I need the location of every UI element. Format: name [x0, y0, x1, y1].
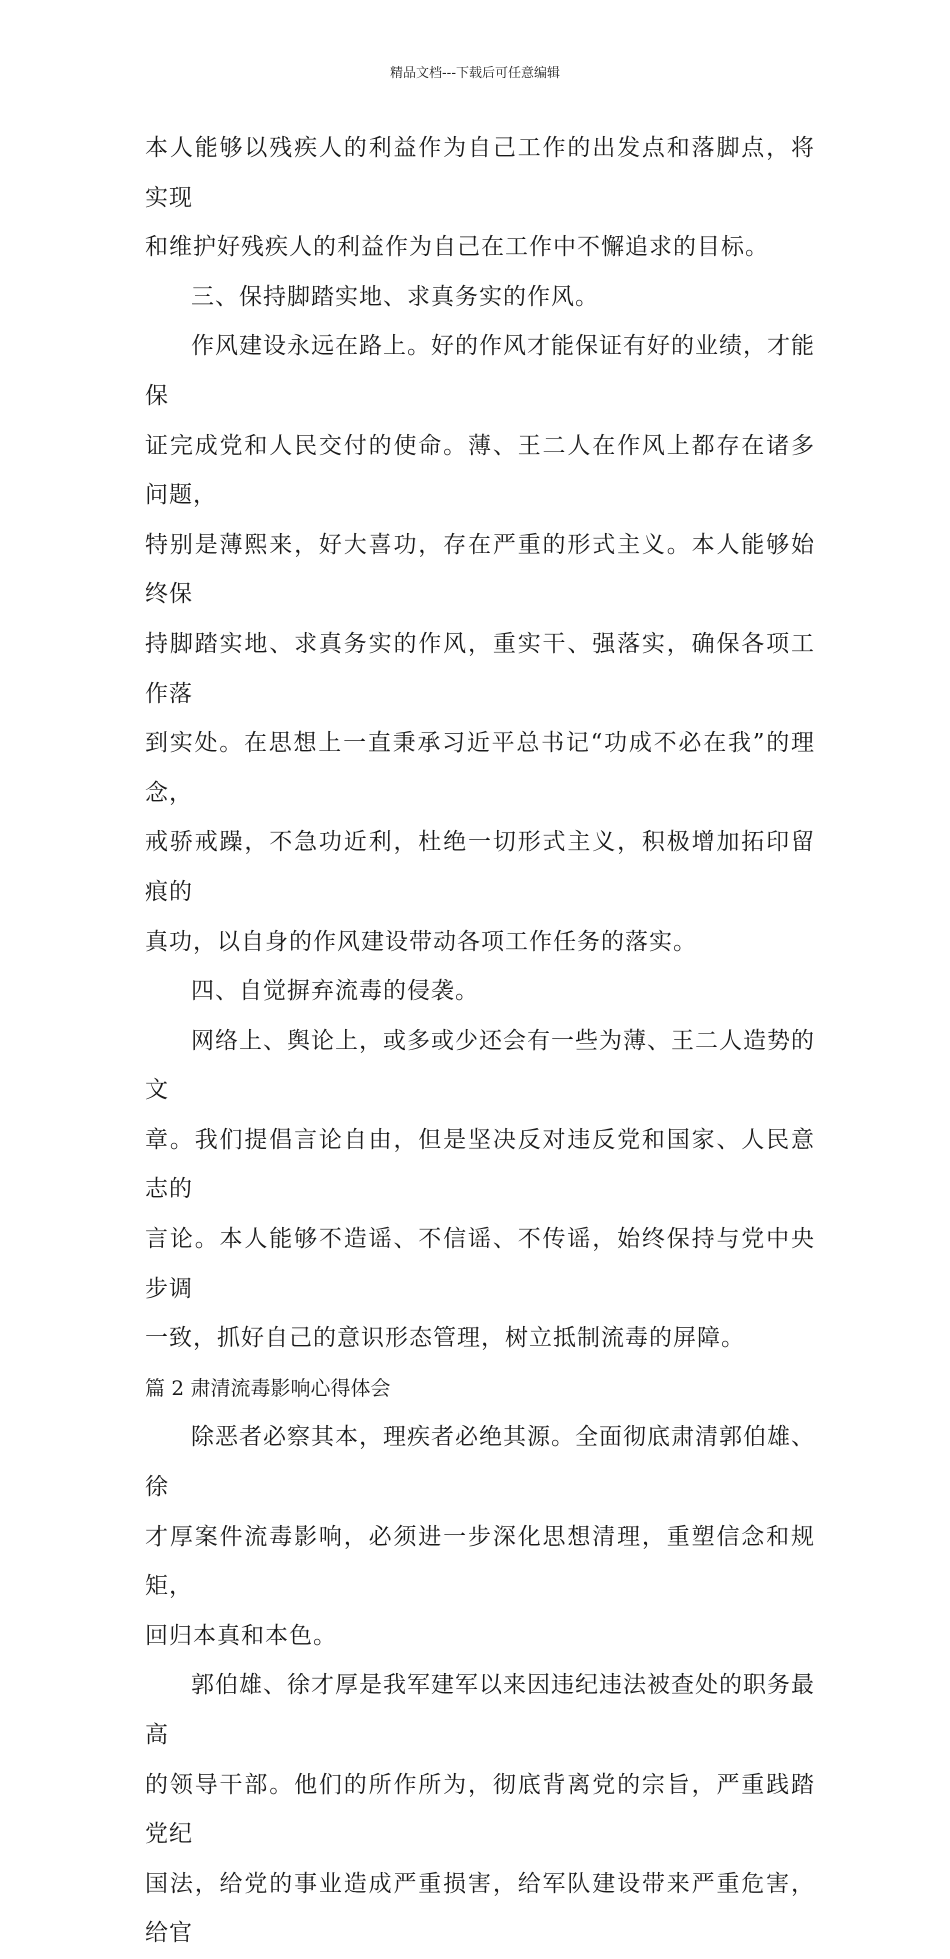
section-heading	[145, 967, 815, 1017]
text-line: 到实处。在思想上一直秉承习近平总书记“功成不必在我”的理念，	[145, 730, 815, 806]
text-line: 一致，抓好自己的意识形态管理，树立抵制流毒的屏障。	[145, 1325, 745, 1352]
section-heading	[145, 273, 815, 323]
text-line: 和维护好残疾人的利益作为自己在工作中不懈追求的目标。	[145, 234, 769, 261]
text-line: 证完成党和人民交付的使命。薄、王二人在作风上都存在诸多问题，	[145, 432, 815, 509]
text-line: 戒骄戒躁，不急功近利，杜绝一切形式主义，积极增加拓印留痕的	[145, 829, 815, 905]
paragraph	[145, 322, 815, 967]
paragraph	[145, 1017, 815, 1364]
text-line: 篇 2 肃清流毒影响心得体会	[145, 1375, 391, 1400]
text-line: 特别是薄熙来，好大喜功，存在严重的形式主义。本人能够始终保	[145, 531, 815, 608]
text-line: 本人能够以残疾人的利益作为自己工作的出发点和落脚点，将实现	[145, 135, 815, 211]
text-line: 国法，给党的事业造成严重损害，给军队建设带来严重危害，给官	[145, 1870, 815, 1947]
text-line: 章。我们提倡言论自由，但是坚决反对违反党和国家、人民意志的	[145, 1126, 815, 1203]
text-line: 作风建设永远在路上。好的作风才能保证有好的业绩，才能保	[145, 333, 815, 409]
text-line: 三、保持脚踏实地、求真务实的作风。	[191, 283, 599, 310]
text-line: 言论。本人能够不造谣、不信谣、不传谣，始终保持与党中央步调	[145, 1226, 815, 1302]
paragraph	[145, 1413, 815, 1661]
document-body	[145, 124, 815, 1959]
text-line: 网络上、舆论上，或多或少还会有一些为薄、王二人造势的文	[145, 1027, 815, 1104]
text-line: 的领导干部。他们的所作所为，彻底背离党的宗旨，严重践踏党纪	[145, 1771, 815, 1848]
text-line: 真功，以自身的作风建设带动各项工作任务的落实。	[145, 928, 697, 955]
page-header: 精品文档---下载后可任意编辑	[389, 66, 561, 81]
text-line: 四、自觉摒弃流毒的侵袭。	[191, 978, 479, 1005]
text-line: 才厚案件流毒影响，必须进一步深化思想清理，重塑信念和规矩，	[145, 1523, 815, 1600]
paragraph	[145, 124, 815, 273]
text-line: 除恶者必察其本，理疾者必绝其源。全面彻底肃清郭伯雄、徐	[145, 1424, 815, 1501]
text-line: 持脚踏实地、求真务实的作风，重实干、强落实，确保各项工作落	[145, 630, 815, 707]
paragraph	[145, 1661, 815, 1959]
text-line: 回归本真和本色。	[145, 1622, 337, 1649]
article-heading	[145, 1364, 815, 1414]
text-line: 郭伯雄、徐才厚是我军建军以来因违纪违法被查处的职务最高	[145, 1672, 815, 1748]
